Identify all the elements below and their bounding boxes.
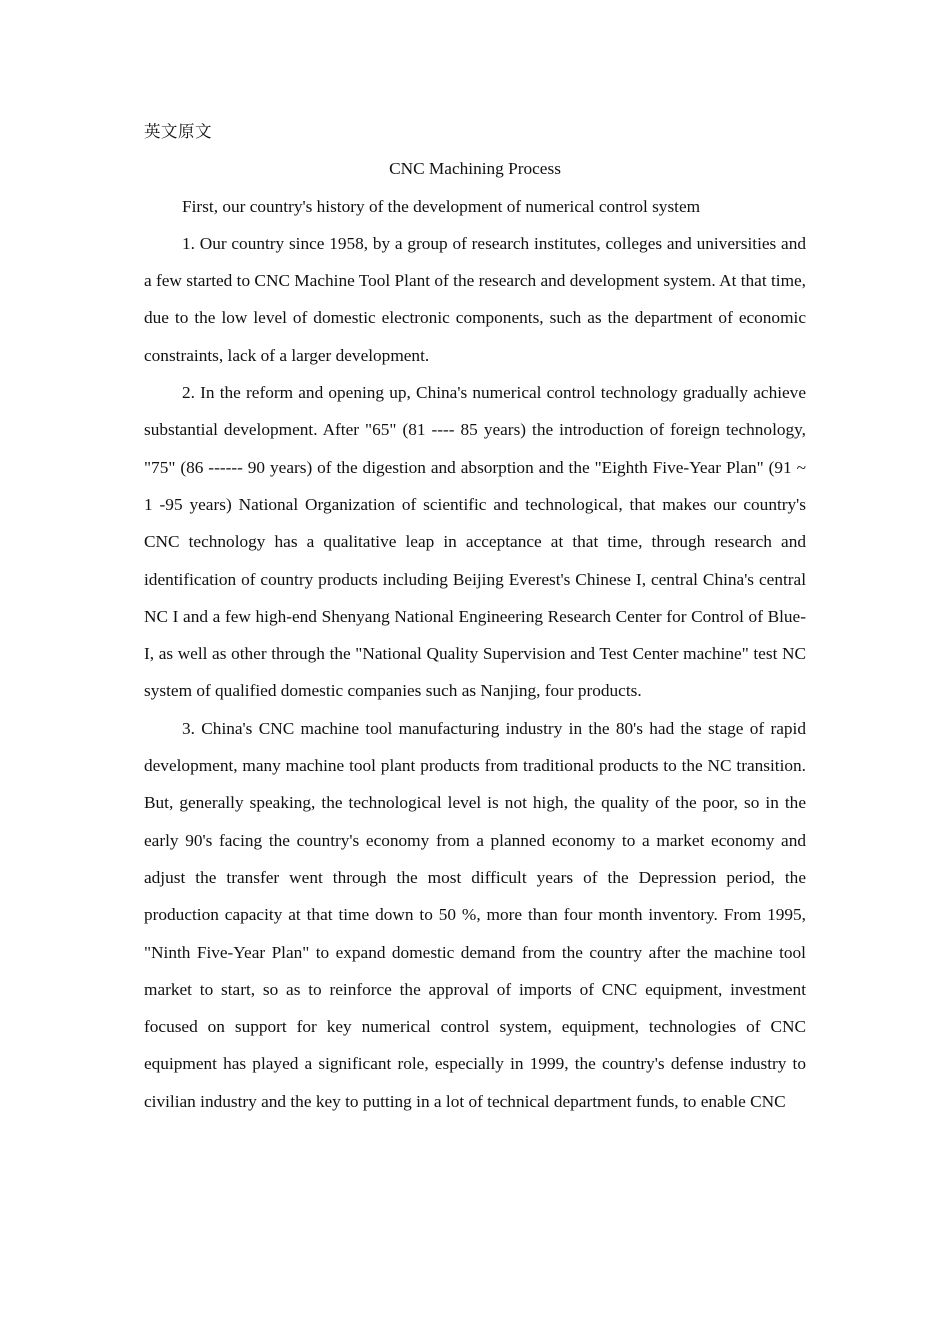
document-body <box>144 113 806 1120</box>
chinese-heading: 英文原文 <box>144 122 212 141</box>
paragraph-1: 1. Our country since 1958, by a group of research institutes, colleges and universities and a few started to CNC Machine Tool Plant of the research and development system. At that time, due to the low level of domestic electronic components, such as the department of economic constraints, lack of a larger development. <box>144 233 806 365</box>
paragraph-3: 3. China's CNC machine tool manufacturing industry in the 80's had the stage of rapid development, many machine tool plant products from traditional products to the NC transition. But, generally speaking, the technological level is not high, the quality of the poor, so in the early 90's facing the country's economy from a planned economy to a market economy and adjust the transfer went through the most difficult years of the Depression period, the production capacity at that time down to 50 %, more than four month inventory. From 1995, "Ninth Five-Year Plan" to expand domestic demand from the country after the machine tool market to start, so as to reinforce the approval of imports of CNC equipment, investment focused on support for key numerical control system, equipment, technologies of CNC equipment has played a significant role, especially in 1999, the country's defense industry to civilian industry and the key to putting in a lot of technical department funds, to enable CNC <box>144 718 806 1111</box>
paragraph-2: 2. In the reform and opening up, China's numerical control technology gradually achieve substantial development. After "65" (81 ---- 85 years) the introduction of foreign technology, "75" (86 ------ 90 years) of the digestion and absorption and the "Eighth Five-Year Plan" (91 ~ 1 -95 years) National Organization of scientific and technological, that makes our country's CNC technology has a qualitative leap in acceptance at that time, through research and identification of country products including Beijing Everest's Chinese I, central China's central NC I and a few high-end Shenyang National Engineering Research Center for Control of Blue-I, as well as other through the "National Quality Supervision and Test Center machine" test NC system of qualified domestic companies such as Nanjing, four products. <box>144 383 806 701</box>
section-subtitle: First, our country's history of the development of numerical control system <box>182 196 701 216</box>
document-title: CNC Machining Process <box>389 159 561 179</box>
